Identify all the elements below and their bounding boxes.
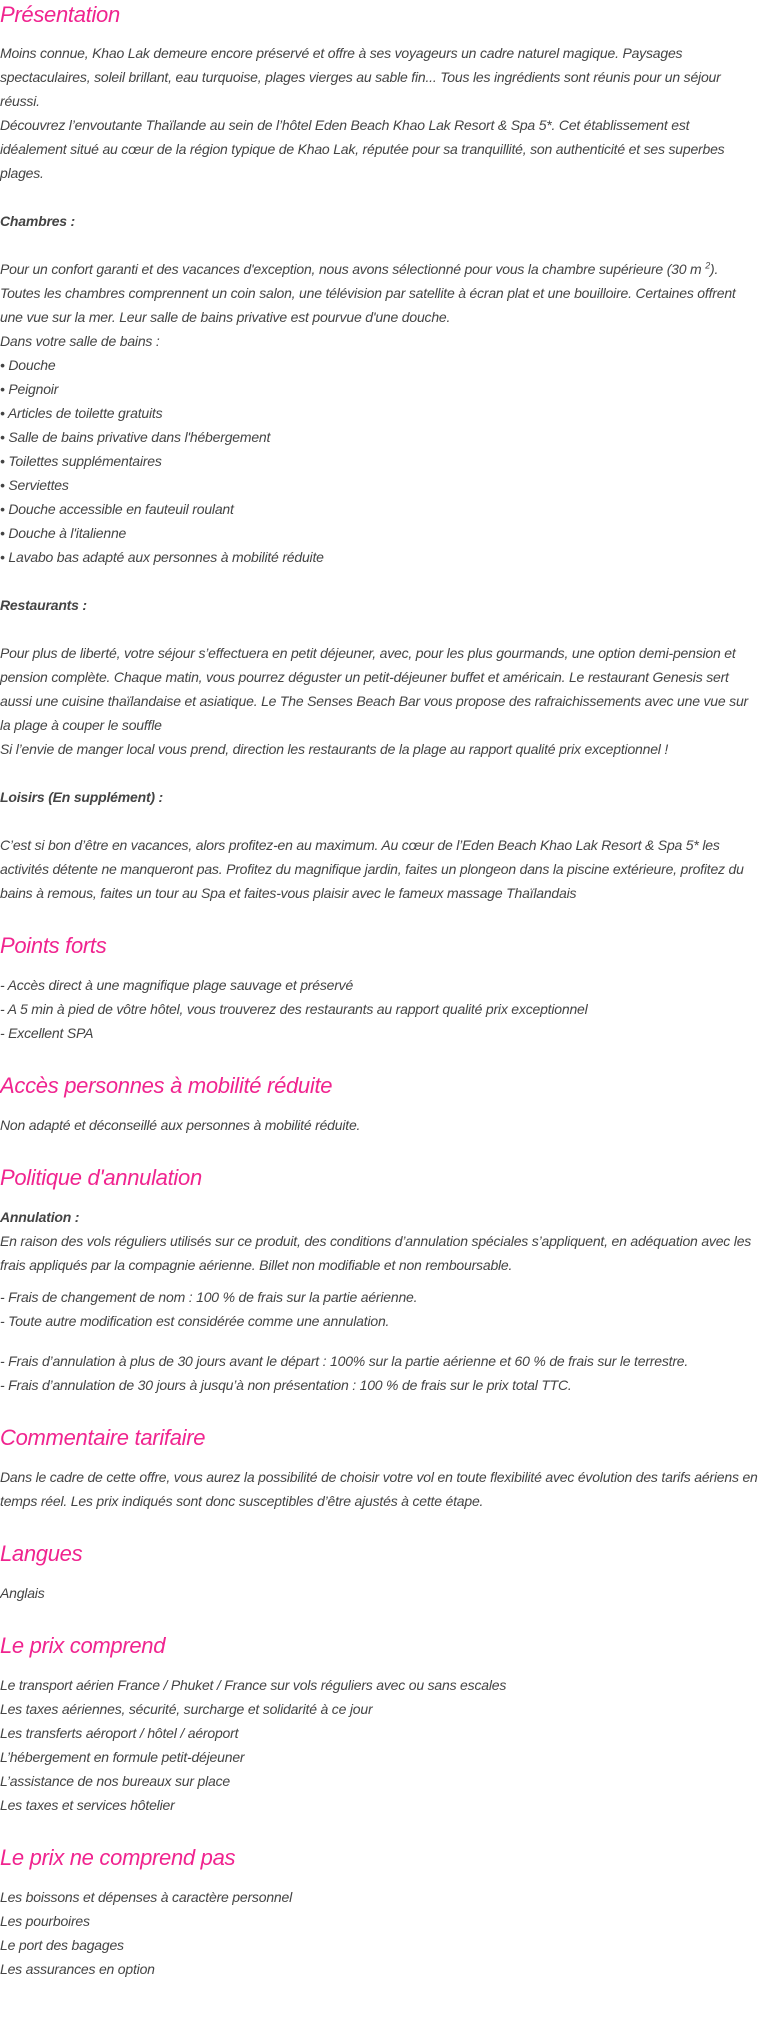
section-title-highlights: Points forts xyxy=(0,933,107,958)
list-item: • Douche à l'italienne xyxy=(0,525,127,541)
restaurants-heading: Restaurants : xyxy=(0,597,87,613)
section-price-excludes xyxy=(0,1843,758,1981)
restaurants-description: Pour plus de liberté, votre séjour s’effectuera en petit déjeuner, avec, pour les plus gourmands, une option demi-pension et pension complète. Chaque matin, vous pourrez déguster un petit-déjeuner buffet et américain. Le restaurant Genesis sert aussi une cuisine thaïlandaise et asiatique. Le The Senses Beach Bar vous propose des rafraichissements avec une vue sur la plage à couper le souffle xyxy=(0,645,749,733)
section-title-accessibility: Accès personnes à mobilité réduite xyxy=(0,1073,333,1098)
rooms-area-superscript: 2 xyxy=(705,260,710,271)
section-accessibility xyxy=(0,1071,758,1137)
rooms-description-text: Pour un confort garanti et des vacances d'exception, nous avons sélectionné pour vous la chambre supérieure (30 m xyxy=(0,261,706,277)
list-item: - Accès direct à une magnifique plage sauvage et préservé xyxy=(0,977,354,993)
rooms-description-text-cont: ). Toutes les chambres comprennent un coin salon, une télévision par satellite à écran plat et une bouilloire. Certaines offrent une vue sur la mer. Leur salle de bains privative est pourvue d'une douche. xyxy=(0,261,736,325)
cancellation-subheading: Annulation : xyxy=(0,1209,80,1225)
cancellation-fees-list xyxy=(0,1349,758,1397)
leisure-description: C’est si bon d’être en vacances, alors profitez-en au maximum. Au cœur de l’Eden Beach Khao Lak Resort & Spa 5* les activités détente ne manqueront pas. Profitez du magnifique jardin, faites un plongeon dans la piscine extérieure, profitez du bains à remous, faites un tour au Spa et faites-vous plaisir avec le fameux massage Thaïlandais xyxy=(0,837,744,901)
section-title-price-includes: Le prix comprend xyxy=(0,1633,166,1658)
list-item: - A 5 min à pied de vôtre hôtel, vous trouverez des restaurants au rapport qualité prix exceptionnel xyxy=(0,1001,588,1017)
section-title-pricing-comment: Commentaire tarifaire xyxy=(0,1425,206,1450)
list-item: • Douche accessible en fauteuil roulant xyxy=(0,501,234,517)
list-item: • Salle de bains privative dans l'hébergement xyxy=(0,429,271,445)
list-item: L’assistance de nos bureaux sur place xyxy=(0,1773,230,1789)
leisure-heading: Loisirs (En supplément) : xyxy=(0,789,164,805)
pricing-comment-text: Dans le cadre de cette offre, vous aurez la possibilité de choisir votre vol en toute flexibilité avec évolution des tarifs aériens en temps réel. Les prix indiqués sont donc susceptibles d’être ajustés à cette étape. xyxy=(0,1469,758,1509)
section-pricing-comment xyxy=(0,1423,758,1513)
highlights-list xyxy=(0,973,758,1045)
section-highlights xyxy=(0,931,758,1045)
section-cancellation-policy xyxy=(0,1163,758,1397)
list-item: Les boissons et dépenses à caractère personnel xyxy=(0,1889,292,1905)
list-item: • Peignoir xyxy=(0,381,59,397)
section-price-includes xyxy=(0,1631,758,1817)
rooms-heading: Chambres : xyxy=(0,213,76,229)
list-item: - Excellent SPA xyxy=(0,1025,94,1041)
bathroom-amenities-list xyxy=(0,353,758,569)
section-title-price-excludes: Le prix ne comprend pas xyxy=(0,1845,236,1870)
price-includes-list xyxy=(0,1673,758,1817)
cancellation-text: En raison des vols réguliers utilisés sur ce produit, des conditions d’annulation spéciales s’appliquent, en adéquation avec les frais appliqués par la compagnie aérienne. Billet non modifiable et non remboursable. xyxy=(0,1233,752,1273)
list-item: • Douche xyxy=(0,357,56,373)
list-item: • Lavabo bas adapté aux personnes à mobilité réduite xyxy=(0,549,324,565)
restaurants-local-tip: Si l’envie de manger local vous prend, direction les restaurants de la plage au rapport qualité prix exceptionnel ! xyxy=(0,741,669,757)
rooms-description xyxy=(0,257,758,329)
price-excludes-list xyxy=(0,1885,758,1981)
list-item: • Articles de toilette gratuits xyxy=(0,405,163,421)
list-item: Les pourboires xyxy=(0,1913,90,1929)
section-title-cancellation: Politique d'annulation xyxy=(0,1165,202,1190)
presentation-intro-paragraph-1: Moins connue, Khao Lak demeure encore préservé et offre à ses voyageurs un cadre naturel magique. Paysages spectaculaires, soleil brillant, eau turquoise, plages vierges au sable fin... Tous les ingrédients sont réunis pour un séjour réussi. xyxy=(0,45,721,109)
list-item: Le port des bagages xyxy=(0,1937,124,1953)
section-title-languages: Langues xyxy=(0,1541,83,1566)
list-item: Le transport aérien France / Phuket / France sur vols réguliers avec ou sans escales xyxy=(0,1677,507,1693)
bathroom-label: Dans votre salle de bains : xyxy=(0,333,160,349)
list-item: Les taxes aériennes, sécurité, surcharge et solidarité à ce jour xyxy=(0,1701,373,1717)
list-item: - Toute autre modification est considérée comme une annulation. xyxy=(0,1313,390,1329)
section-languages xyxy=(0,1539,758,1605)
list-item: Les taxes et services hôtelier xyxy=(0,1797,175,1813)
list-item: Les assurances en option xyxy=(0,1961,155,1977)
list-item: - Frais d’annulation à plus de 30 jours avant le départ : 100% sur la partie aérienne et 60 % de frais sur le terrestre. xyxy=(0,1353,689,1369)
languages-text: Anglais xyxy=(0,1585,45,1601)
list-item: • Toilettes supplémentaires xyxy=(0,453,162,469)
section-presentation xyxy=(0,0,758,905)
list-item: Les transferts aéroport / hôtel / aéroport xyxy=(0,1725,239,1741)
section-title-presentation: Présentation xyxy=(0,2,120,27)
list-item: • Serviettes xyxy=(0,477,69,493)
cancellation-changes-list xyxy=(0,1285,758,1333)
accessibility-text: Non adapté et déconseillé aux personnes à mobilité réduite. xyxy=(0,1117,361,1133)
list-item: L’hébergement en formule petit-déjeuner xyxy=(0,1749,245,1765)
list-item: - Frais de changement de nom : 100 % de frais sur la partie aérienne. xyxy=(0,1289,418,1305)
list-item: - Frais d’annulation de 30 jours à jusqu’à non présentation : 100 % de frais sur le prix total TTC. xyxy=(0,1377,572,1393)
presentation-intro-paragraph-2: Découvrez l’envoutante Thaïlande au sein de l’hôtel Eden Beach Khao Lak Resort & Spa 5*. Cet établissement est idéalement situé au cœur de la région typique de Khao Lak, réputée pour sa tranquillité, son authenticité et ses superbes plages. xyxy=(0,117,725,181)
